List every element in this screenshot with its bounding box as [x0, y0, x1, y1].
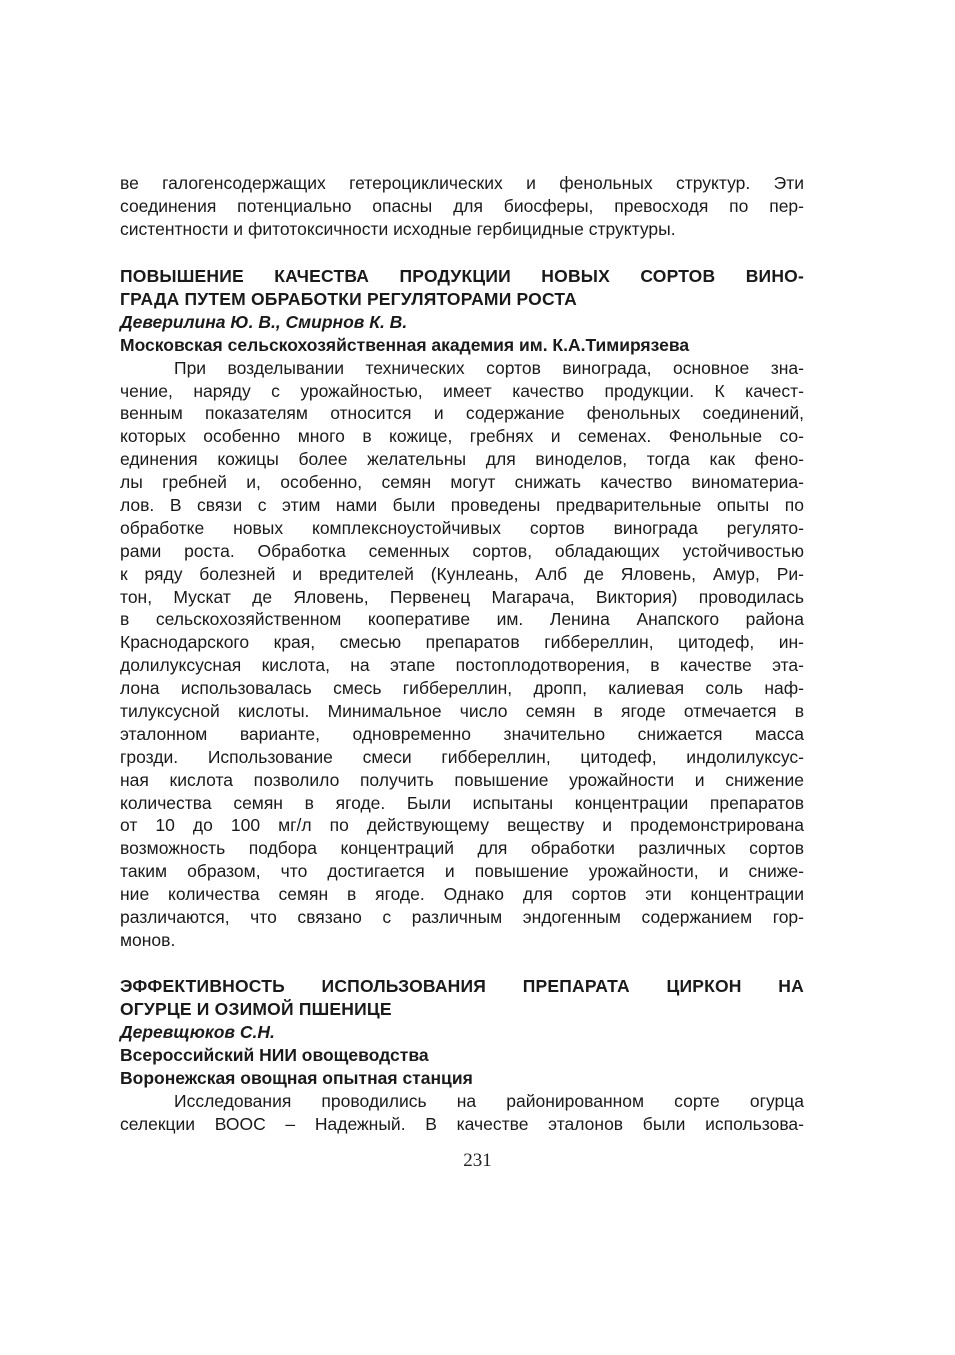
- title-line: ГРАДА ПУТЕМ ОБРАБОТКИ РЕГУЛЯТОРАМИ РОСТА: [120, 288, 578, 309]
- text-line: Краснодарского края, смесью препаратов гиббереллин, цитодеф, ин-: [120, 632, 804, 653]
- text-line: рами роста. Обработка семенных сортов, обладающих устойчивостью: [120, 540, 804, 561]
- page-content: [120, 172, 804, 1136]
- text-line: монов.: [120, 929, 176, 950]
- intro-paragraph: [120, 172, 804, 241]
- text-line: лона использовалась смесь гиббереллин, дропп, калиевая соль наф-: [120, 678, 804, 699]
- article-1-affiliation: Московская сельскохозяйственная академия им. К.А.Тимирязева: [120, 334, 690, 355]
- text-line: При возделывании технических сортов винограда, основное зна-: [174, 357, 804, 378]
- text-line: единения кожицы более желательны для виноделов, тогда как фено-: [120, 449, 804, 470]
- page-number: 231: [463, 1150, 492, 1171]
- text-line: чение, наряду с урожайностью, имеет качество продукции. К качест-: [120, 380, 804, 401]
- text-line: которых особенно много в кожице, гребнях и семенах. Фенольные со-: [120, 426, 804, 447]
- text-line: лов. В связи с этим нами были проведены предварительные опыты по: [120, 495, 804, 516]
- article-2-title: [120, 975, 804, 1021]
- text-line: возможность подбора концентраций для обработки различных сортов: [120, 838, 804, 859]
- text-line: к ряду болезней и вредителей (Кунлеань, Алб де Яловень, Амур, Ри-: [120, 563, 804, 584]
- title-line: ПОВЫШЕНИЕ КАЧЕСТВА ПРОДУКЦИИ НОВЫХ СОРТОВ ВИНО-: [120, 265, 804, 286]
- text-line: количества семян в ягоде. Были испытаны концентрации препаратов: [120, 792, 804, 813]
- article-2-affiliation: Всероссийский НИИ овощеводства: [120, 1044, 429, 1065]
- article-1-authors: Деверилина Ю. В., Смирнов К. В.: [120, 311, 408, 332]
- text-line: селекции ВООС – Надежный. В качестве эталонов были использова-: [120, 1113, 804, 1134]
- article-1: [120, 265, 804, 952]
- article-2: [120, 975, 804, 1136]
- text-line: Исследования проводились на районированном сорте огурца: [174, 1090, 804, 1111]
- text-line: ная кислота позволило получить повышение урожайности и снижение: [120, 769, 804, 790]
- text-line: от 10 до 100 мг/л по действующему веществу и продемонстрирована: [120, 815, 804, 836]
- title-line: ЭФФЕКТИВНОСТЬ ИСПОЛЬЗОВАНИЯ ПРЕПАРАТА ЦИРКОН НА: [120, 975, 804, 996]
- article-1-title: [120, 265, 804, 311]
- text-line: тон, Мускат де Яловень, Первенец Магарача, Виктория) проводилась: [120, 586, 804, 607]
- text-line: таким образом, что достигается и повышение урожайности, и сниже-: [120, 861, 804, 882]
- text-line: грозди. Использование смеси гиббереллин, цитодеф, индолилуксус-: [120, 746, 804, 767]
- article-2-affiliation: Воронежская овощная опытная станция: [120, 1067, 473, 1088]
- text-line: ние количества семян в ягоде. Однако для сортов эти концентрации: [120, 884, 804, 905]
- article-1-body: [120, 357, 804, 952]
- title-line: ОГУРЦЕ И ОЗИМОЙ ПШЕНИЦЕ: [120, 998, 392, 1019]
- article-2-authors: Деревщюков С.Н.: [120, 1021, 275, 1042]
- text-line: различаются, что связано с различным эндогенным содержанием гор-: [120, 907, 804, 928]
- text-line: венным показателям относится и содержание фенольных соединений,: [120, 403, 804, 424]
- text-line: соединения потенциально опасны для биосферы, превосходя по пер-: [120, 195, 804, 216]
- text-line: эталонном варианте, одновременно значительно снижается масса: [120, 723, 804, 744]
- article-2-body: [120, 1090, 804, 1136]
- text-line: обработке новых комплексноустойчивых сортов винограда регулято-: [120, 517, 804, 538]
- text-line: ве галогенсодержащих гетероциклических и фенольных структур. Эти: [120, 173, 804, 193]
- text-line: в сельскохозяйственном кооперативе им. Ленина Анапского района: [120, 609, 804, 630]
- text-line: долилуксусная кислота, на этапе постоплодотворения, в качестве эта-: [120, 655, 804, 676]
- text-line: систентности и фитотоксичности исходные гербицидные структуры.: [120, 218, 676, 239]
- text-line: тилуксусной кислоты. Минимальное число семян в ягоде отмечается в: [120, 701, 804, 722]
- text-line: лы гребней и, особенно, семян могут снижать качество виноматериа-: [120, 472, 804, 493]
